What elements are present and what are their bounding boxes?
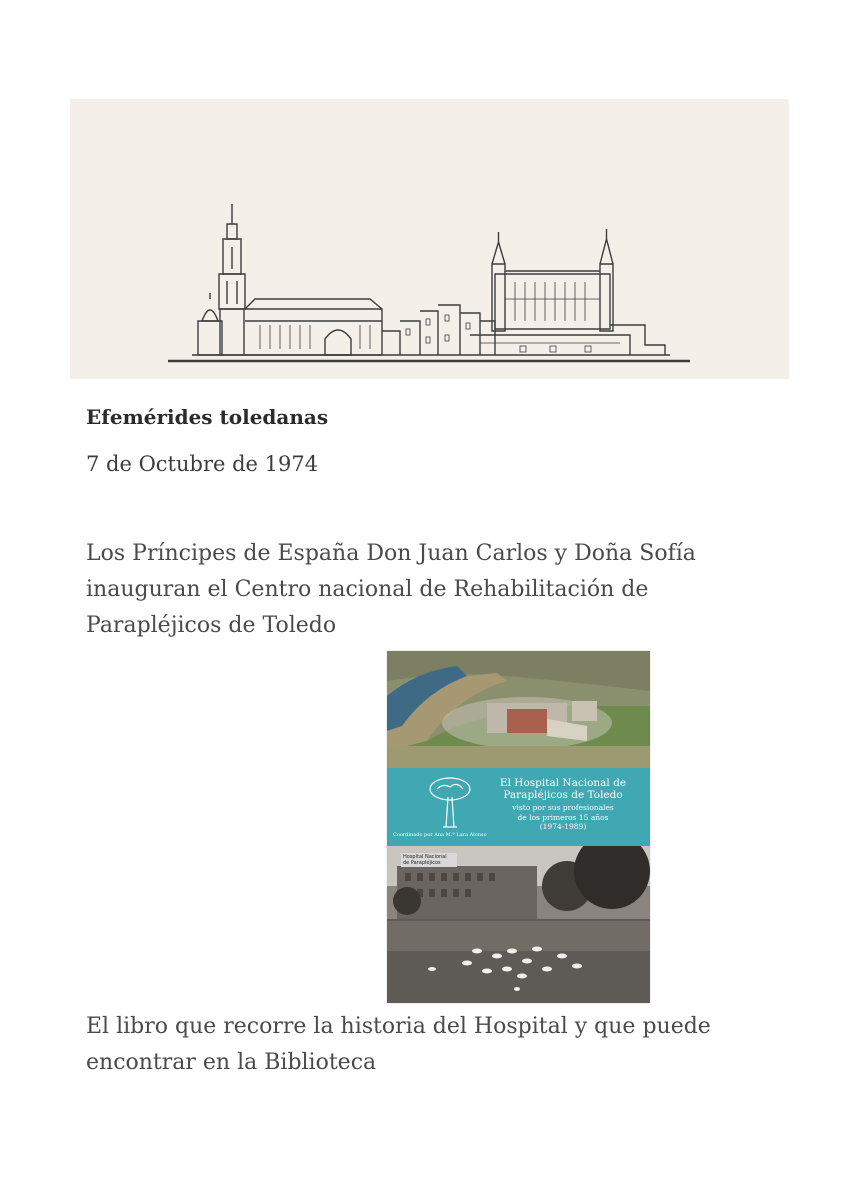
header-banner — [70, 99, 789, 379]
cover-subtitle-line: (1974-1989) — [539, 822, 587, 831]
hospital-sign-line: Hospital Nacional — [403, 854, 447, 860]
cover-subtitle-line: visto por sus profesionales — [512, 803, 614, 812]
book-note: El libro que recorre la historia del Hospital y que puede encontrar en la Biblioteca — [86, 1014, 711, 1075]
hospital-sign — [401, 853, 457, 867]
hospital-sign-line: de Parapléjicos — [403, 860, 441, 866]
cover-title — [479, 777, 647, 801]
cover-author: Coordinado por Ana M.ª Lara Alonso — [393, 832, 487, 838]
toledo-skyline-illustration — [70, 99, 789, 379]
cover-title-line: El Hospital Nacional de — [499, 777, 627, 789]
tree-icon — [427, 775, 473, 833]
cover-subtitle-line: de los primeros 15 años — [517, 812, 609, 822]
cover-subtitle — [479, 803, 647, 832]
page-title: Efemérides toledanas — [86, 405, 329, 429]
cover-title-line: Parapléjicos de Toledo — [503, 789, 623, 801]
event-description: Los Príncipes de España Don Juan Carlos y Doña Sofía inauguran el Centro nacional de Rehabilitación de Parapléjicos de Toledo — [86, 541, 696, 638]
book-cover-image — [387, 651, 650, 1003]
event-date: 7 de Octubre de 1974 — [86, 452, 319, 476]
